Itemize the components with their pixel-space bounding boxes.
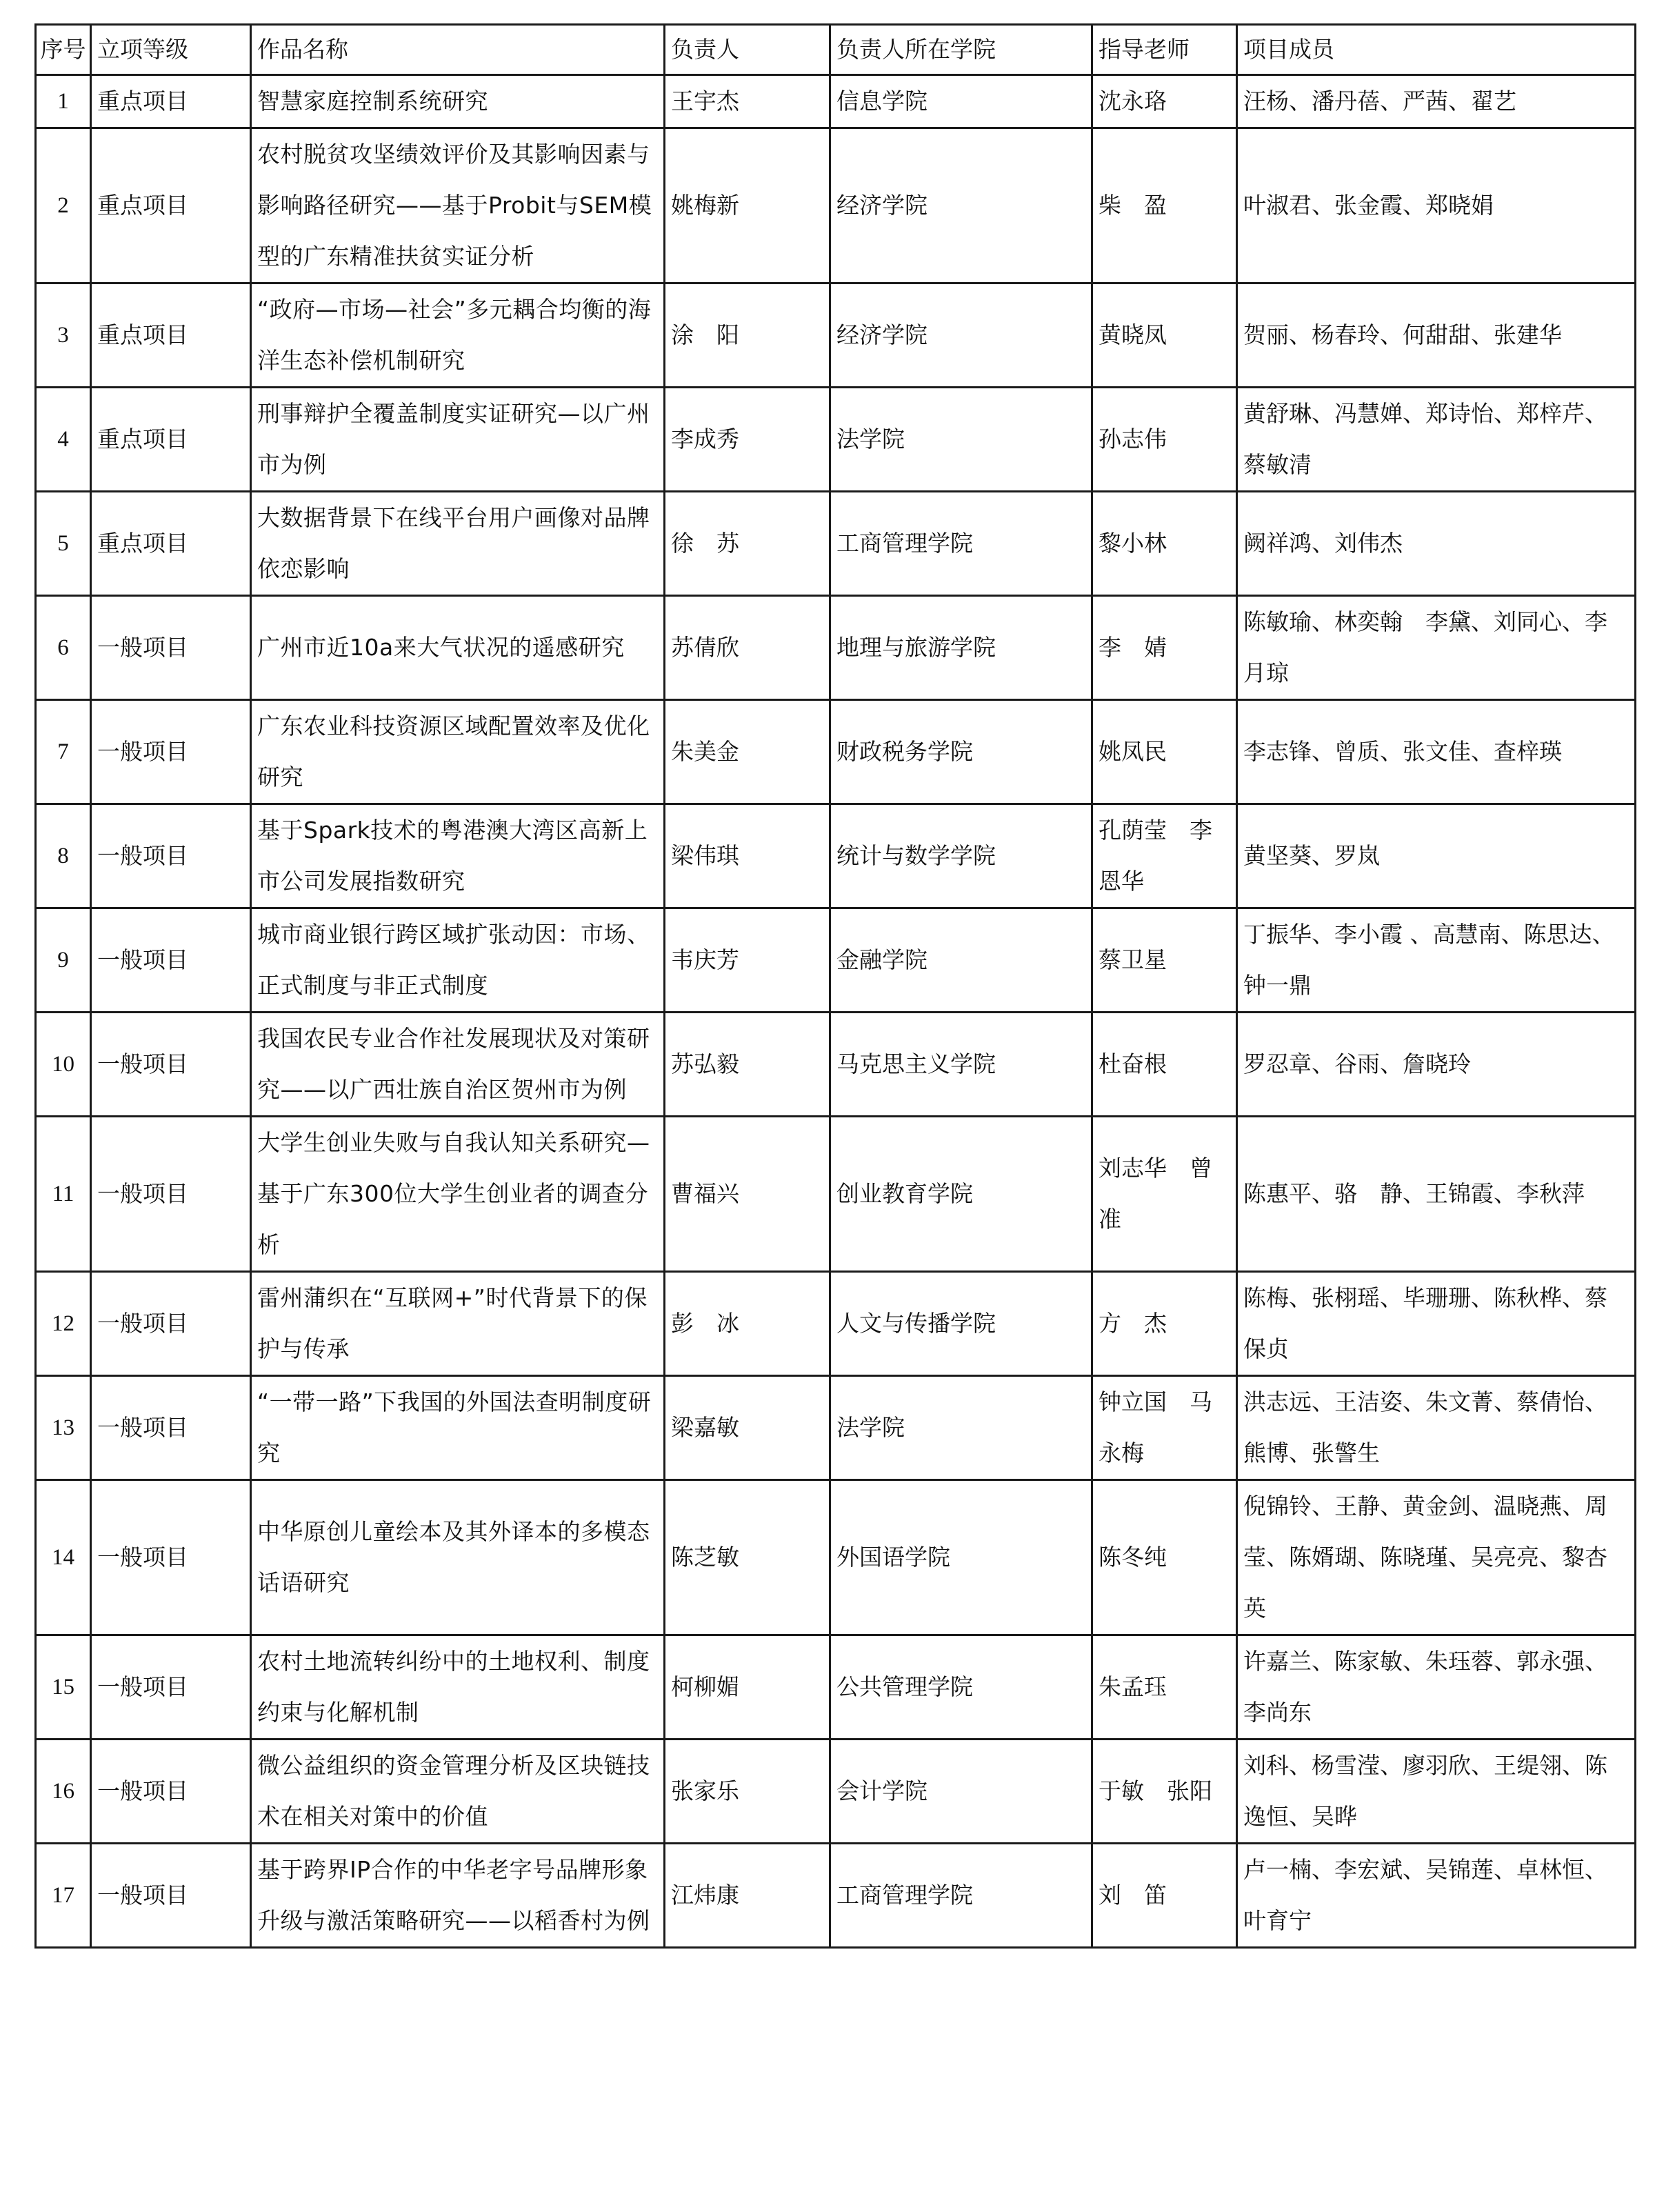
college-cell: 地理与旅游学院	[830, 596, 1092, 700]
leader-cell: 涂 阳	[665, 283, 830, 388]
header-level: 立项等级	[91, 25, 251, 75]
index-cell: 12	[36, 1272, 91, 1376]
leader-cell: 曹福兴	[665, 1117, 830, 1272]
advisor-cell: 蔡卫星	[1092, 908, 1237, 1013]
college-cell: 法学院	[830, 1376, 1092, 1480]
college-cell: 金融学院	[830, 908, 1092, 1013]
advisor-cell: 钟立国 马永梅	[1092, 1376, 1237, 1480]
table-row	[36, 1272, 1636, 1376]
leader-cell: 苏倩欣	[665, 596, 830, 700]
index-cell: 11	[36, 1117, 91, 1272]
title-cell: 大数据背景下在线平台用户画像对品牌依恋影响	[251, 492, 665, 596]
header-leader: 负责人	[665, 25, 830, 75]
index-cell: 8	[36, 804, 91, 908]
advisor-cell: 孔荫莹 李恩华	[1092, 804, 1237, 908]
leader-cell: 李成秀	[665, 388, 830, 492]
leader-cell: 梁伟琪	[665, 804, 830, 908]
members-cell: 罗忍章、谷雨、詹晓玲	[1237, 1013, 1636, 1117]
leader-cell: 张家乐	[665, 1740, 830, 1844]
table-body	[36, 75, 1636, 1948]
members-cell: 陈敏瑜、林奕翰 李黛、刘同心、李月琼	[1237, 596, 1636, 700]
level-cell: 重点项目	[91, 128, 251, 283]
table-row	[36, 283, 1636, 388]
level-cell: 一般项目	[91, 804, 251, 908]
table-row	[36, 492, 1636, 596]
college-cell: 马克思主义学院	[830, 1013, 1092, 1117]
index-cell: 3	[36, 283, 91, 388]
advisor-cell: 陈冬纯	[1092, 1480, 1237, 1635]
title-cell: 微公益组织的资金管理分析及区块链技术在相关对策中的价值	[251, 1740, 665, 1844]
leader-cell: 韦庆芳	[665, 908, 830, 1013]
college-cell: 经济学院	[830, 128, 1092, 283]
level-cell: 一般项目	[91, 596, 251, 700]
title-cell: 中华原创儿童绘本及其外译本的多模态话语研究	[251, 1480, 665, 1635]
members-cell: 汪杨、潘丹蓓、严茜、翟艺	[1237, 75, 1636, 128]
advisor-cell: 刘志华 曾准	[1092, 1117, 1237, 1272]
table-row	[36, 128, 1636, 283]
advisor-cell: 杜奋根	[1092, 1013, 1237, 1117]
level-cell: 重点项目	[91, 492, 251, 596]
members-cell: 洪志远、王洁姿、朱文菁、蔡倩怡、熊博、张警生	[1237, 1376, 1636, 1480]
advisor-cell: 姚凤民	[1092, 700, 1237, 804]
title-cell: 城市商业银行跨区域扩张动因：市场、正式制度与非正式制度	[251, 908, 665, 1013]
members-cell: 倪锦铃、王静、黄金剑、温晓燕、周莹、陈婿瑚、陈晓瑾、吴亮亮、黎杏英	[1237, 1480, 1636, 1635]
header-advisor: 指导老师	[1092, 25, 1237, 75]
advisor-cell: 黎小林	[1092, 492, 1237, 596]
header-index: 序号	[36, 25, 91, 75]
title-cell: 广州市近10a来大气状况的遥感研究	[251, 596, 665, 700]
members-cell: 卢一楠、李宏斌、吴锦莲、卓林恒、叶育宁	[1237, 1844, 1636, 1948]
title-cell: 农村土地流转纠纷中的土地权利、制度约束与化解机制	[251, 1635, 665, 1740]
leader-cell: 朱美金	[665, 700, 830, 804]
college-cell: 创业教育学院	[830, 1117, 1092, 1272]
college-cell: 财政税务学院	[830, 700, 1092, 804]
index-cell: 4	[36, 388, 91, 492]
index-cell: 14	[36, 1480, 91, 1635]
title-cell: 智慧家庭控制系统研究	[251, 75, 665, 128]
level-cell: 重点项目	[91, 388, 251, 492]
advisor-cell: 于敏 张阳	[1092, 1740, 1237, 1844]
table-row	[36, 596, 1636, 700]
leader-cell: 江炜康	[665, 1844, 830, 1948]
college-cell: 人文与传播学院	[830, 1272, 1092, 1376]
members-cell: 陈梅、张栩瑶、毕珊珊、陈秋桦、蔡保贞	[1237, 1272, 1636, 1376]
table-row	[36, 700, 1636, 804]
members-cell: 阙祥鸿、刘伟杰	[1237, 492, 1636, 596]
title-cell: 基于Spark技术的粤港澳大湾区高新上市公司发展指数研究	[251, 804, 665, 908]
members-cell: 许嘉兰、陈家敏、朱珏蓉、郭永强、李尚东	[1237, 1635, 1636, 1740]
index-cell: 10	[36, 1013, 91, 1117]
advisor-cell: 孙志伟	[1092, 388, 1237, 492]
title-cell: 大学生创业失败与自我认知关系研究—基于广东300位大学生创业者的调查分析	[251, 1117, 665, 1272]
table-row	[36, 1117, 1636, 1272]
college-cell: 统计与数学学院	[830, 804, 1092, 908]
project-list-table	[34, 23, 1636, 1949]
college-cell: 经济学院	[830, 283, 1092, 388]
members-cell: 刘科、杨雪滢、廖羽欣、王缇翎、陈逸恒、吴晔	[1237, 1740, 1636, 1844]
leader-cell: 苏弘毅	[665, 1013, 830, 1117]
members-cell: 叶淑君、张金霞、郑晓娟	[1237, 128, 1636, 283]
advisor-cell: 黄晓凤	[1092, 283, 1237, 388]
members-cell: 李志锋、曾质、张文佳、查梓瑛	[1237, 700, 1636, 804]
level-cell: 一般项目	[91, 1844, 251, 1948]
level-cell: 一般项目	[91, 1272, 251, 1376]
title-cell: “政府—市场—社会”多元耦合均衡的海洋生态补偿机制研究	[251, 283, 665, 388]
level-cell: 一般项目	[91, 1013, 251, 1117]
table-header	[36, 25, 1636, 75]
level-cell: 一般项目	[91, 700, 251, 804]
level-cell: 一般项目	[91, 1480, 251, 1635]
level-cell: 重点项目	[91, 283, 251, 388]
table-row	[36, 804, 1636, 908]
table-row	[36, 1013, 1636, 1117]
table-row	[36, 1844, 1636, 1948]
leader-cell: 彭 冰	[665, 1272, 830, 1376]
college-cell: 法学院	[830, 388, 1092, 492]
college-cell: 信息学院	[830, 75, 1092, 128]
college-cell: 工商管理学院	[830, 1844, 1092, 1948]
index-cell: 7	[36, 700, 91, 804]
college-cell: 工商管理学院	[830, 492, 1092, 596]
level-cell: 一般项目	[91, 1740, 251, 1844]
advisor-cell: 方 杰	[1092, 1272, 1237, 1376]
table-row	[36, 1376, 1636, 1480]
advisor-cell: 刘 笛	[1092, 1844, 1237, 1948]
index-cell: 2	[36, 128, 91, 283]
level-cell: 重点项目	[91, 75, 251, 128]
title-cell: 雷州蒲织在“互联网+”时代背景下的保护与传承	[251, 1272, 665, 1376]
table-row	[36, 1480, 1636, 1635]
members-cell: 黄坚葵、罗岚	[1237, 804, 1636, 908]
header-members: 项目成员	[1237, 25, 1636, 75]
college-cell: 外国语学院	[830, 1480, 1092, 1635]
index-cell: 16	[36, 1740, 91, 1844]
level-cell: 一般项目	[91, 908, 251, 1013]
header-row	[36, 25, 1636, 75]
index-cell: 17	[36, 1844, 91, 1948]
leader-cell: 徐 苏	[665, 492, 830, 596]
index-cell: 9	[36, 908, 91, 1013]
index-cell: 6	[36, 596, 91, 700]
title-cell: 农村脱贫攻坚绩效评价及其影响因素与影响路径研究——基于Probit与SEM模型的广东精准扶贫实证分析	[251, 128, 665, 283]
advisor-cell: 沈永珞	[1092, 75, 1237, 128]
leader-cell: 姚梅新	[665, 128, 830, 283]
advisor-cell: 柴 盈	[1092, 128, 1237, 283]
leader-cell: 王宇杰	[665, 75, 830, 128]
members-cell: 丁振华、李小霞 、高慧南、陈思达、钟一鼎	[1237, 908, 1636, 1013]
table-row	[36, 75, 1636, 128]
index-cell: 5	[36, 492, 91, 596]
leader-cell: 陈芝敏	[665, 1480, 830, 1635]
level-cell: 一般项目	[91, 1376, 251, 1480]
index-cell: 15	[36, 1635, 91, 1740]
members-cell: 黄舒琳、冯慧婵、郑诗怡、郑梓芹、蔡敏清	[1237, 388, 1636, 492]
index-cell: 1	[36, 75, 91, 128]
header-title: 作品名称	[251, 25, 665, 75]
table-row	[36, 388, 1636, 492]
level-cell: 一般项目	[91, 1635, 251, 1740]
college-cell: 公共管理学院	[830, 1635, 1092, 1740]
index-cell: 13	[36, 1376, 91, 1480]
level-cell: 一般项目	[91, 1117, 251, 1272]
members-cell: 贺丽、杨春玲、何甜甜、张建华	[1237, 283, 1636, 388]
table-row	[36, 1740, 1636, 1844]
title-cell: 刑事辩护全覆盖制度实证研究—以广州市为例	[251, 388, 665, 492]
header-college: 负责人所在学院	[830, 25, 1092, 75]
title-cell: 基于跨界IP合作的中华老字号品牌形象升级与激活策略研究——以稻香村为例	[251, 1844, 665, 1948]
title-cell: 我国农民专业合作社发展现状及对策研究——以广西壮族自治区贺州市为例	[251, 1013, 665, 1117]
title-cell: “一带一路”下我国的外国法查明制度研究	[251, 1376, 665, 1480]
members-cell: 陈惠平、骆 静、王锦霞、李秋萍	[1237, 1117, 1636, 1272]
college-cell: 会计学院	[830, 1740, 1092, 1844]
title-cell: 广东农业科技资源区域配置效率及优化研究	[251, 700, 665, 804]
table-row	[36, 908, 1636, 1013]
leader-cell: 柯柳媚	[665, 1635, 830, 1740]
table-row	[36, 1635, 1636, 1740]
advisor-cell: 朱孟珏	[1092, 1635, 1237, 1740]
leader-cell: 梁嘉敏	[665, 1376, 830, 1480]
advisor-cell: 李 婧	[1092, 596, 1237, 700]
